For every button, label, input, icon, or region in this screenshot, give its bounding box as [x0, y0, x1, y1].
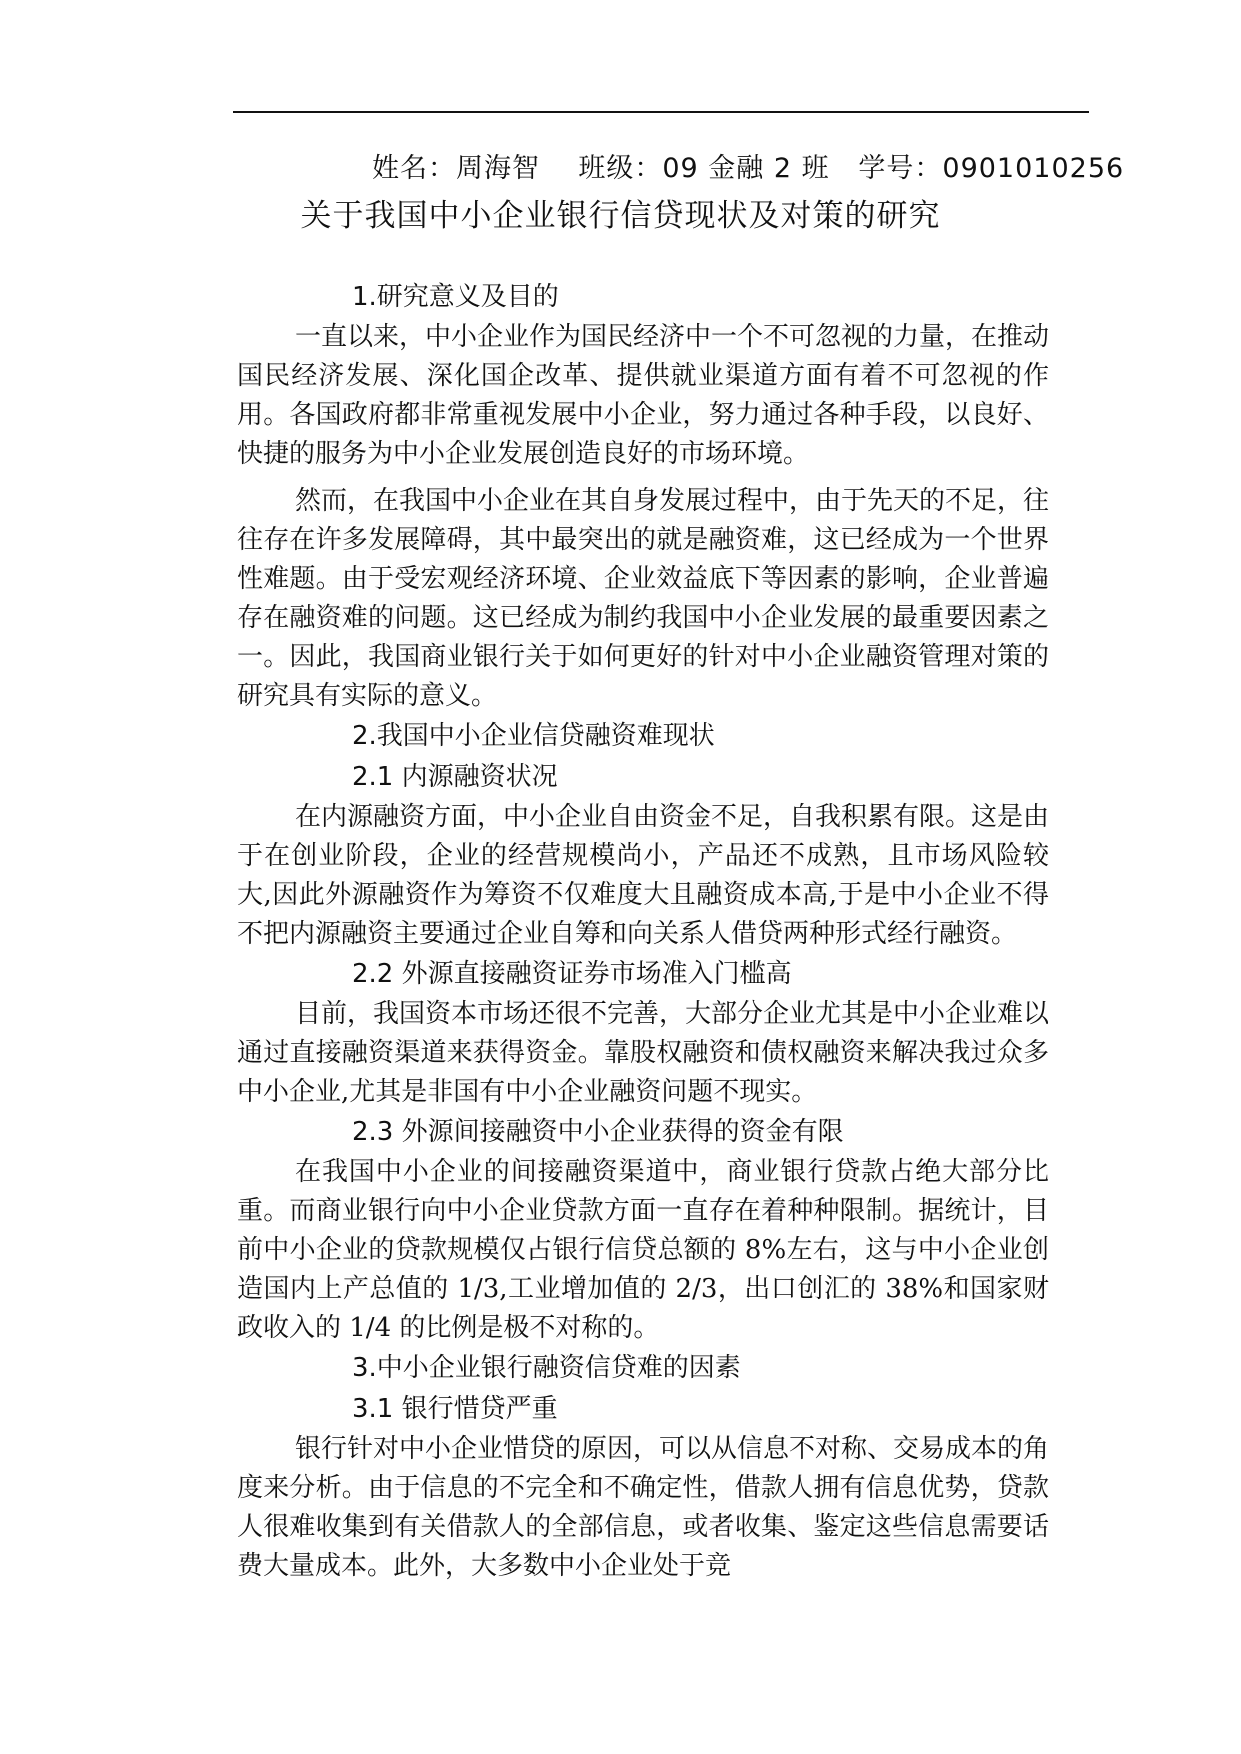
paragraph: 银行针对中小企业惜贷的原因，可以从信息不对称、交易成本的角度来分析。由于信息的不完全和不确定性，借款人拥有信息优势，贷款人很难收集到有关借款人的全部信息，或者收集、鉴定这些信息需要话费大量成本。此外，大多数中小企业处于竞	[237, 1434, 1050, 1581]
paragraph: 一直以来，中小企业作为国民经济中一个不可忽视的力量，在推动国民经济发展、深化国企改革、提供就业渠道方面有着不可忽视的作用。各国政府都非常重视发展中小企业，努力通过各种手段，以良好、快捷的服务为中小企业发展创造良好的市场环境。	[237, 322, 1050, 469]
header-rule	[233, 111, 1089, 113]
subsection-heading-2-3: 2.3 外源间接融资中小企业获得的资金有限	[352, 1117, 844, 1147]
subsection-heading-3-1: 3.1 银行惜贷严重	[352, 1394, 558, 1424]
author-name: 姓名：周海智	[372, 153, 540, 184]
subsection-heading-2-2: 2.2 外源直接融资证券市场准入门槛高	[352, 959, 792, 989]
paragraph: 在内源融资方面，中小企业自由资金不足，自我积累有限。这是由于在创业阶段，企业的经营规模尚小，产品还不成熟，且市场风险较大,因此外源融资作为筹资不仅难度大且融资成本高,于是中小企业不得不把内源融资主要通过企业自筹和向关系人借贷两种形式经行融资。	[237, 802, 1050, 949]
section-heading-1: 1.研究意义及目的	[352, 282, 559, 312]
author-class: 班级：09 金融 2 班	[578, 153, 830, 184]
document-title: 关于我国中小企业银行信贷现状及对策的研究	[300, 198, 941, 234]
paragraph: 然而，在我国中小企业在其自身发展过程中，由于先天的不足，往往存在许多发展障碍，其中最突出的就是融资难，这已经成为一个世界性难题。由于受宏观经济环境、企业效益底下等因素的影响，企业普遍存在融资难的问题。这已经成为制约我国中小企业发展的最重要因素之一。因此，我国商业银行关于如何更好的针对中小企业融资管理对策的研究具有实际的意义。	[237, 486, 1050, 711]
subsection-heading-2-1: 2.1 内源融资状况	[352, 762, 558, 792]
paragraph: 目前，我国资本市场还很不完善，大部分企业尤其是中小企业难以通过直接融资渠道来获得资金。靠股权融资和债权融资来解决我过众多中小企业,尤其是非国有中小企业融资问题不现实。	[237, 999, 1050, 1107]
section-heading-3: 3.中小企业银行融资信贷难的因素	[352, 1353, 741, 1383]
document-body	[237, 277, 1049, 1586]
section-heading-2: 2.我国中小企业信贷融资难现状	[352, 721, 715, 751]
author-student-id: 学号：0901010256	[858, 153, 1125, 184]
paragraph: 在我国中小企业的间接融资渠道中，商业银行贷款占绝大部分比重。而商业银行向中小企业贷款方面一直存在着种种限制。据统计，目前中小企业的贷款规模仅占银行信贷总额的 8%左右，这与中小企业创造国内上产总值的 1/3,工业增加值的 2/3，出口创汇的 38%和国家财政收入的 1/4 的比例是极不对称的。	[237, 1157, 1049, 1343]
author-info-line	[372, 146, 1124, 185]
